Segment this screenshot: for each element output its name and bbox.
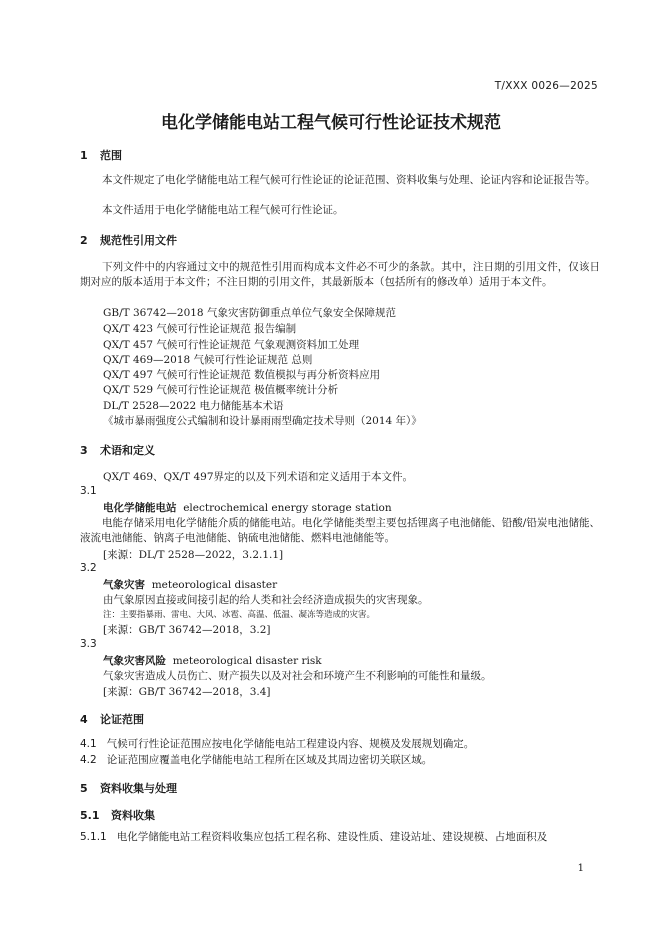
section-heading-1 — [80, 147, 122, 163]
reference-item: QX/T 469—2018 气候可行性论证规范 总则 — [103, 354, 313, 366]
term-source: [来源：DL/T 2528—2022，3.2.1.1] — [103, 549, 284, 561]
clause-number: 5.1.1 — [80, 831, 107, 843]
section-heading-3 — [80, 442, 155, 458]
term-source: [来源：GB/T 36742—2018，3.4] — [103, 686, 271, 698]
reference-item: QX/T 529 气候可行性论证规范 极值概率统计分析 — [103, 384, 339, 396]
clause-item — [80, 753, 432, 768]
subsection-number: 5.1 — [80, 809, 100, 822]
term-definition: 由气象原因直接或间接引起的给人类和社会经济造成损失的灾害现象。 — [103, 594, 429, 606]
term-note: 注：主要指暴雨、雷电、大风、冰雹、高温、低温、凝冻等造成的灾害。 — [103, 610, 376, 620]
section-title: 范围 — [100, 149, 122, 162]
page-number: 1 — [577, 863, 584, 874]
term-zh: 电化学储能电站 — [103, 502, 177, 514]
section-title: 规范性引用文件 — [100, 234, 177, 247]
term-en: meteorological disaster — [151, 579, 278, 591]
paragraph: 本文件适用于电化学储能电站工程气候可行性论证。 — [102, 204, 344, 216]
term-en: electrochemical energy storage station — [183, 502, 392, 514]
term-number: 3.2 — [80, 562, 97, 574]
section-number: 4 — [80, 713, 88, 726]
clause-text: 论证范围应覆盖电化学储能电站工程所在区域及其周边密切关联区域。 — [106, 754, 433, 766]
section-number: 1 — [80, 149, 88, 162]
term-number: 3.1 — [80, 485, 97, 497]
section-heading-2 — [80, 232, 177, 248]
section-number: 2 — [80, 234, 88, 247]
section-title: 论证范围 — [100, 713, 144, 726]
term-source: [来源：GB/T 36742—2018，3.2] — [103, 624, 271, 636]
subsection-title: 资料收集 — [111, 809, 155, 822]
clause-item — [80, 830, 547, 845]
reference-item: GB/T 36742—2018 气象灾害防御重点单位气象安全保障规范 — [103, 307, 396, 319]
clause-text: 电化学储能电站工程资料收集应包括工程名称、建设性质、建设站址、建设规模、占地面积及 — [116, 831, 548, 843]
term-entry — [103, 500, 392, 515]
clause-number: 4.1 — [80, 738, 97, 750]
paragraph: QX/T 469、QX/T 497界定的以及下列术语和定义适用于本文件。 — [103, 471, 414, 483]
term-number: 3.3 — [80, 638, 97, 650]
clause-number: 4.2 — [80, 754, 97, 766]
standard-number: T/XXX 0026—2025 — [494, 80, 598, 92]
section-number: 5 — [80, 782, 88, 795]
section-heading-5 — [80, 780, 177, 796]
document-title: 电化学储能电站工程气候可行性论证技术规范 — [161, 113, 501, 133]
term-en: meteorological disaster risk — [172, 655, 322, 667]
paragraph: 本文件规定了电化学储能电站工程气候可行性论证的论证范围、资料收集与处理、论证内容和论证报告等。 — [102, 174, 596, 186]
clause-item — [80, 737, 474, 752]
reference-item: 《城市暴雨强度公式编制和设计暴雨雨型确定技术导则（2014 年）》 — [103, 415, 422, 427]
reference-item: QX/T 457 气候可行性论证规范 气象观测资料加工处理 — [103, 339, 360, 351]
subsection-heading — [80, 807, 155, 823]
reference-item: DL/T 2528—2022 电力储能基本术语 — [103, 400, 284, 412]
section-heading-4 — [80, 711, 144, 727]
clause-text: 气候可行性论证范围应按电化学储能电站工程建设内容、规模及发展规划确定。 — [106, 738, 475, 750]
term-definition: 气象灾害造成人员伤亡、财产损失以及对社会和环境产生不利影响的可能性和量级。 — [103, 670, 492, 682]
reference-item: QX/T 423 气候可行性论证规范 报告编制 — [103, 323, 297, 335]
paragraph: 下列文件中的内容通过文中的规范性引用而构成本文件必不可少的条款。其中，注日期的引用文件，仅该日期对应的版本适用于本文件；不注日期的引用文件，其最新版本（包括所有的修改单）适用于本文件。 — [80, 261, 600, 288]
reference-item: QX/T 497 气候可行性论证规范 数值模拟与再分析资料应用 — [103, 369, 381, 381]
term-zh: 气象灾害 — [103, 579, 145, 591]
section-number: 3 — [80, 444, 88, 457]
term-entry — [103, 653, 322, 668]
term-definition: 电能存储采用电化学储能介质的储能电站。电化学储能类型主要包括锂离子电池储能、铅酸/铅炭电池储能、液流电池储能、钠离子电池储能、钠硫电池储能、燃料电池储能等。 — [80, 517, 600, 544]
section-title: 资料收集与处理 — [100, 782, 177, 795]
section-title: 术语和定义 — [100, 444, 155, 457]
term-entry — [103, 577, 277, 592]
term-zh: 气象灾害风险 — [103, 655, 166, 667]
